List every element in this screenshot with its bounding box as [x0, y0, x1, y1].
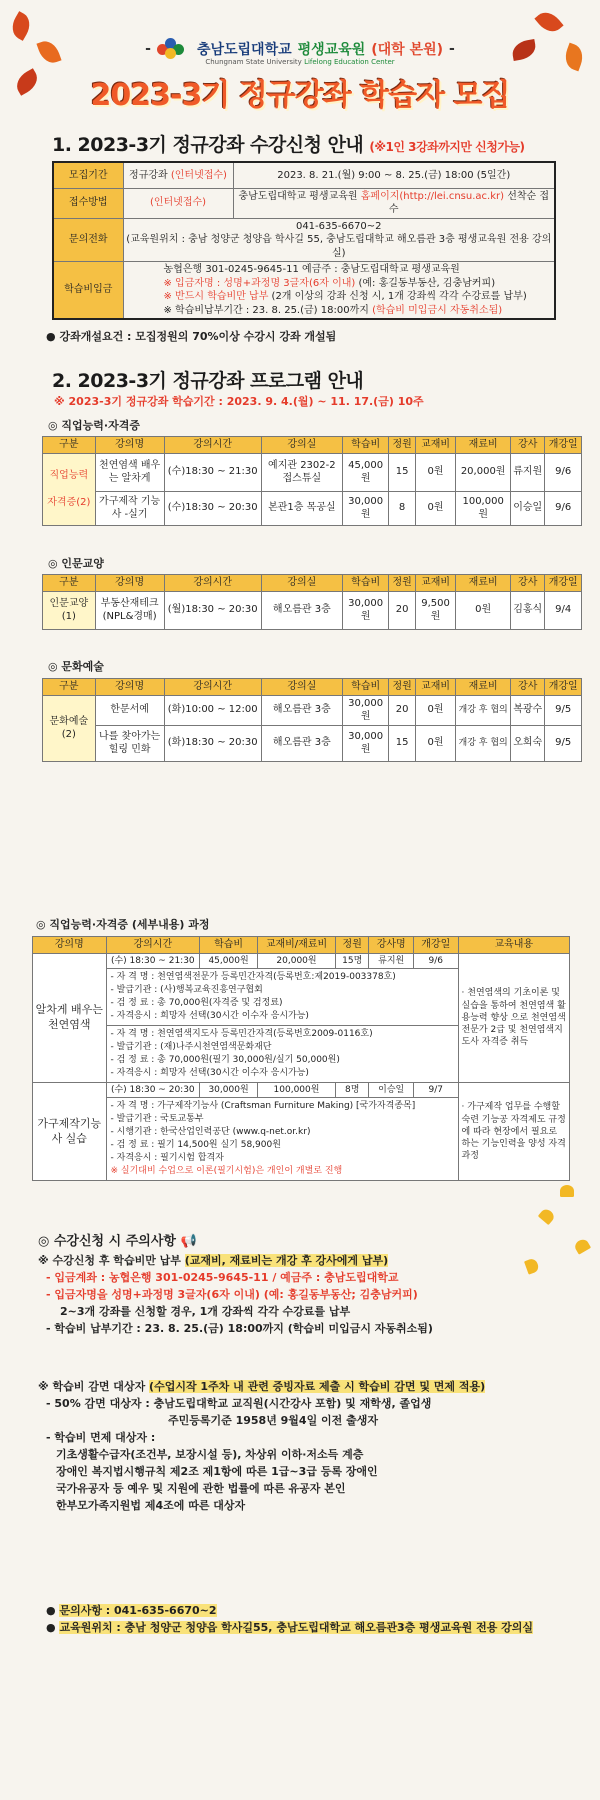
table-row: - 자 격 명 : 천연염색전문가 등록민간자격(등록번호:제2019-003378호) - 발급기관 : (사)행복교육진흥연구협회 - 검 정 료 : 총 70,000원(자격증 및 검정료) - 자격응시 : 희망자 선택(30시간 이수자 응시가능) [33, 968, 570, 1025]
group-heading-arts: ◎ 문화예술 [48, 660, 104, 673]
edu-center-name: 평생교육원 [297, 42, 366, 58]
table-row: 나를 찾아가는 힐링 민화 (화)18:30 ~ 20:30 해오름관 3층 30,000원 15 0원 개강 후 협의 오희숙 9/5 [43, 725, 582, 761]
group-heading-vocational: ◎ 직업능력·자격증 [48, 419, 140, 432]
enrollment-info-table [52, 161, 556, 320]
open-condition: ● 강좌개설요건 : 모집정원의 70%이상 수강시 강좌 개설됨 [46, 330, 337, 343]
table-row: 모집기간 정규강좌 (인터넷접수) 2023. 8. 21.(월) 9:00 ~ 8. 25.(금) 18:00 (5일간) [53, 162, 555, 188]
ginkgo-leaf-icon [524, 1257, 540, 1274]
program-table-vocational [42, 436, 582, 526]
table-row: 가구제작 기능사 -실기 (수)18:30 ~ 20:30 본관1층 목공실 30,000원 8 0원 100,000원 이승일 9/6 [43, 491, 582, 525]
table-row: 문화예술 (2) 한문서예 (화)10:00 ~ 12:00 해오름관 3층 30,000원 20 0원 개강 후 협의 복광수 9/5 [43, 695, 582, 725]
section-1-note: (※1인 3강좌까지만 신청가능) [369, 140, 525, 154]
campus-label: (대학 본원) [371, 42, 444, 58]
university-name: 충남도립대학교 [196, 42, 292, 58]
maple-leaf-icon [7, 11, 35, 41]
table-row: 가구제작기능사 실습 (수) 18:30 ~ 20:30 30,000원 100,000원 8명 이승일 9/7 · 가구제작 업무를 수행할 숙련 기능공 자격제도 규정에 따라 현장에서 필요로 하는 기능인력을 양성 자격과정 [33, 1083, 570, 1098]
contact-phone: 문의사항 : 041-635-6670~2 [59, 1604, 217, 1617]
section-1-title: 1. 2023-3기 정규강좌 수강신청 안내 (※1인 3강좌까지만 신청가능) [52, 134, 525, 156]
table-row: 학습비입금 농협은행 301-0245-9645-11 예금주 : 충남도립대학교 평생교육원 ※ 입금자명 : 성명+과정명 3글자(6자 이내) (예: 홍길동부동산, 김충남커피) ※ 반드시 학습비만 납부 (2개 이상의 강좌 신청 시, 1개 강좌씩 각각 수강료를 납부) ※ 학습비납부기간 : 23. 8. 25.(금) 18:00까지 (학습비 미입금시 자동취소됨) [53, 262, 555, 320]
table-row: - 자 격 명 : 가구제작기능사 (Craftsman Furniture Making) [국가자격종목] - 발급기관 : 국토교통부 - 시행기관 : 한국산업인력공단 (www.q-net.or.kr) - 검 정 료 : 필기 14,500원 실기 58,900원 - 자격응시 : 필기시험 합격자 ※ 실기대비 수업으로 이론(필기시험)은 개인이 개별로 진행 [33, 1098, 570, 1181]
ginkgo-leaf-icon [573, 1237, 591, 1254]
header [0, 38, 600, 114]
caution-section: ◎ 수강신청 시 주의사항 📢 ※ 수강신청 후 학습비만 납부 (교재비, 재료비는 개강 후 강사에게 납부) - 입금계좌 : 농협은행 301-0245-9645-11 / 예금주 : 충남도립대학교 - 입금자명을 성명+과정명 3글자(6자 이내) (예: 홍길동부동산; 김충남커피) 2~3개 강좌를 신청할 경우, 1개 강좌씩 각각 수강료를 납부 - 학습비 납부기간 : 23. 8. 25.(금) 18:00까지 (학습비 미입금시 자동취소됨) [38, 1234, 433, 1336]
detail-table [32, 936, 570, 1181]
table-header: 구분 강의명 강의시간 강의실 학습비 정원 교재비 재료비 강사 개강일 [43, 437, 582, 454]
contact-location: 교육원위치 : 충남 청양군 청양읍 학사길55, 충남도립대학교 해오름관3층 평생교육원 전용 강의실 [59, 1621, 534, 1635]
table-row: 문의전화 041-635-6670~2 (교육원위치 : 충남 청양군 청양읍 학사길 55, 충남도립대학교 해오름관 3층 평생교육원 전용 강의실) [53, 218, 555, 262]
table-header: 구분 강의명 강의시간 강의실 학습비 정원 교재비 재료비 강사 개강일 [43, 679, 582, 696]
table-header: 구분 강의명 강의시간 강의실 학습비 정원 교재비 재료비 강사 개강일 [43, 575, 582, 592]
homepage-link[interactable]: 홈페이지(http://lei.cnsu.ac.kr) [360, 190, 505, 202]
table-row: - 자 격 명 : 천연염색지도사 등록민간자격(등록번호2009-0116호) - 발급기관 : (재)나주시천연염색문화재단 - 검 정 료 : 총 70,000원(필기 30,000원/실기 50,000원) - 자격응시 : 희망자 선택(30시간 이수자 응시가능) [33, 1025, 570, 1082]
table-row: 인문교양 (1) 부동산재테크 (NPL&경매) (월)18:30 ~ 20:30 해오름관 3층 30,000원 20 9,500원 0원 김홍식 9/4 [43, 591, 582, 629]
section-2-title: 2. 2023-3기 정규강좌 프로그램 안내 [52, 370, 364, 392]
discount-section: ※ 학습비 감면 대상자 (수업시작 1주차 내 관련 증빙자료 제출 시 학습비 감면 및 면제 적용) - 50% 감면 대상자 : 충남도립대학교 교직원(시간강사 포함) 및 재학생, 졸업생 주민등록기준 1958년 9월4일 이전 출생자 - 학습비 면제 대상자 : 기초생활수급자(조건부, 보장시설 등), 차상위 이하·저소득 계층 장애인 복지법시행규칙 제2조 제1항에 따른 1급~3급 등록 장애인 국가유공자 등 예우 및 지원에 관한 법률에 따른 유공자 본인 한부모가족지원법 제4조에 따른 대상자 [38, 1380, 486, 1513]
table-row: 접수방법 (인터넷접수) 충남도립대학교 평생교육원 홈페이지(http://lei.cnsu.ac.kr) 선착순 접수 [53, 188, 555, 218]
megaphone-icon: 📢 [180, 1234, 197, 1249]
edu-center-name-en: Lifelong Education Center [304, 58, 395, 66]
maple-leaf-icon [534, 7, 563, 37]
group-heading-humanities: ◎ 인문교양 [48, 557, 104, 570]
caution-heading: ◎ 수강신청 시 주의사항 [38, 1234, 176, 1249]
university-logo-icon [157, 38, 191, 60]
ginkgo-leaf-icon [538, 1207, 556, 1225]
program-table-humanities [42, 574, 582, 630]
program-table-arts [42, 678, 582, 762]
learning-period: ※ 2023-3기 정규강좌 학습기간 : 2023. 9. 4.(월) ~ 11. 17.(금) 10주 [54, 395, 424, 408]
detail-heading: ◎ 직업능력·자격증 (세부내용) 과정 [36, 918, 210, 931]
page-title: 2023-3기 정규강좌 학습자 모집 [90, 78, 510, 113]
org-line: - 충남도립대학교 평생교육원 (대학 본원) - [0, 38, 600, 60]
ginkgo-leaf-icon [560, 1185, 574, 1197]
table-row: 직업능력 자격증(2) 천연염색 배우는 알차게 (수)18:30 ~ 21:30 예지관 2302-2접스튜실 45,000원 15 0원 20,000원 류지원 9/6 [43, 453, 582, 491]
table-row: 알차게 배우는 천연염색 (수) 18:30 ~ 21:30 45,000원 20,000원 15명 류지원 9/6 · 천연염색의 기초이론 및 실습을 통하여 천연염색 활용능력 향상 으로 천연염색전문가 2급 및 천연염색지도사 자격증 취득 [33, 953, 570, 968]
contact-section: ● 문의사항 : 041-635-6670~2 ● 교육원위치 : 충남 청양군 청양읍 학사길55, 충남도립대학교 해오름관3층 평생교육원 전용 강의실 [46, 1604, 534, 1635]
university-name-en: Chungnam State University [205, 58, 302, 66]
table-header: 강의명 강의시간 학습비 교재비/재료비 정원 강사명 개강일 교육내용 [33, 937, 570, 954]
